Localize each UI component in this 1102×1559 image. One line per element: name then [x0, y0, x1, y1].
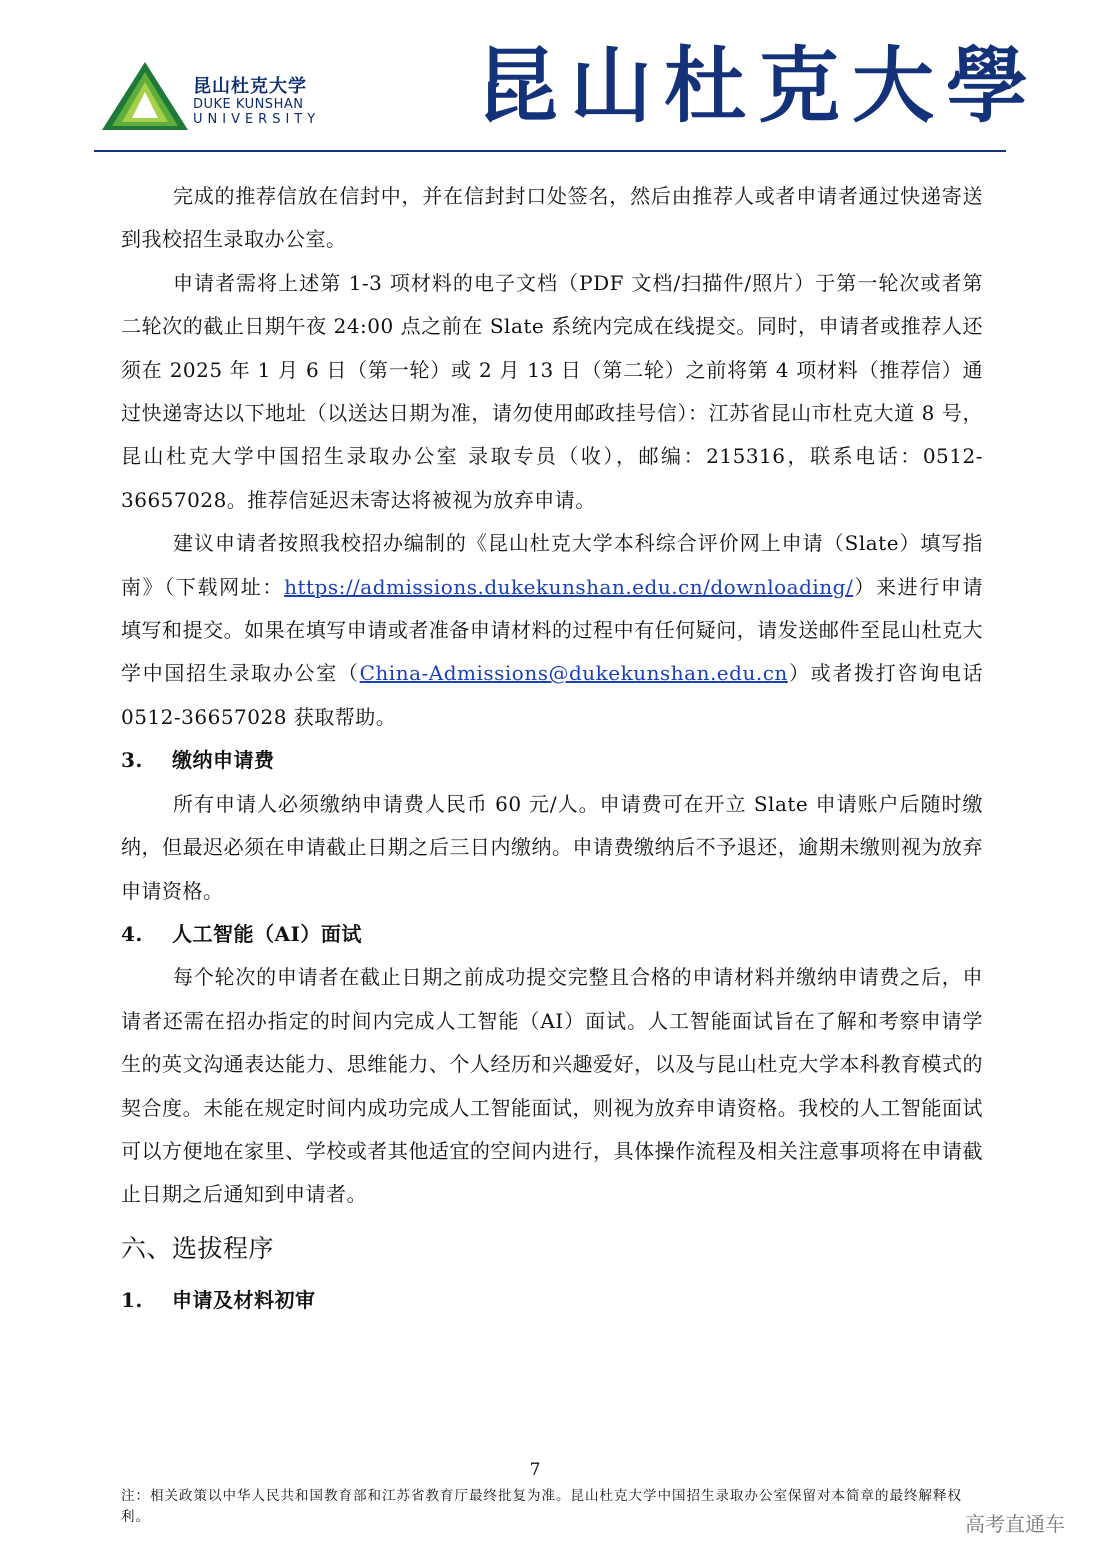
guide-text-before: 建议申请者按照我校招办编制的《昆山杜克大学本科综合评价网上申请（Slate）填写指南》（下载网址：: [121, 531, 983, 599]
item-number: 3.: [121, 748, 143, 773]
paragraph-recommendation-mailing: 完成的推荐信放在信封中，并在信封封口处签名，然后由推荐人或者申请者通过快递寄送到我校招生录取办公室。: [121, 184, 983, 252]
logo-english-name: [193, 97, 320, 127]
item-title: 申请及材料初审: [172, 1287, 316, 1312]
watermark-text: 高考直通车: [965, 1512, 1065, 1536]
paragraph-application-guide: [121, 522, 983, 739]
paragraph-ai-interview: 每个轮次的申请者在截止日期之前成功提交完整且合格的申请材料并缴纳申请费之后，申请者还需在招办指定的时间内完成人工智能（AI）面试。人工智能面试旨在了解和考察申请学生的英文沟通表达能力、思维能力、个人经历和兴趣爱好，以及与昆山杜克大学本科教育模式的契合度。未能在规定时间内成功完成人工智能面试，则视为放弃申请资格。我校的人工智能面试可以方便地在家里、学校或者其他适宜的空间内进行，具体操作流程及相关注意事项将在申请截止日期之后通知到申请者。: [121, 965, 983, 1207]
calligraphy-university-title: 昆山杜克大學: [476, 38, 1041, 134]
dku-mountain-logo-icon: [100, 60, 190, 132]
admissions-email-link[interactable]: China-Admissions@dukekunshan.edu.cn: [359, 661, 788, 686]
section-heading-selection: 六、选拔程序: [121, 1233, 275, 1263]
paragraph-electronic-submission: 申请者需将上述第 1-3 项材料的电子文档（PDF 文档/扫描件/照片）于第一轮次或者第二轮次的截止日期午夜 24:00 点之前在 Slate 系统内完成在线提交。同时，申请者或推荐人还须在 2025 年 1 月 6 日（第一轮）或 2 月 13 日（第二轮）之前将第 4 项材料（推荐信）通过快递寄达以下地址（以送达日期为准，请勿使用邮政挂号信）：江苏省昆山市杜克大道 8 号，昆山杜克大学中国招生录取办公室 录取专员（收），邮编：215316，联系电话：0512-36657028。推荐信延迟未寄达将被视为放弃申请。: [121, 270, 983, 512]
item-heading-application-fee: [121, 739, 983, 782]
item-heading-initial-review: [121, 1279, 983, 1322]
item-number: 1.: [121, 1287, 143, 1312]
logo-english-line2: UNIVERSITY: [193, 112, 321, 127]
item-title: 缴纳申请费: [172, 748, 275, 773]
paragraph-application-fee: 所有申请人必须缴纳申请费人民币 60 元/人。申请费可在开立 Slate 申请账户后随时缴纳，但最迟必须在申请截止日期之后三日内缴纳。申请费缴纳后不予退还，逾期未缴则视为放弃申请资格。: [121, 791, 983, 903]
guide-text-after: ）或者拨打咨询电话 0512-36657028 获取帮助。: [121, 661, 984, 729]
header-divider: [94, 150, 1006, 152]
item-title: 人工智能（AI）面试: [172, 921, 362, 946]
logo-english-line1: DUKE KUNSHAN: [193, 97, 304, 112]
item-heading-ai-interview: [121, 913, 983, 956]
page-header: [0, 0, 1102, 160]
guide-text-middle: ）来进行申请填写和提交。如果在填写申请或者准备申请材料的过程中有任何疑问，请发送邮件至昆山杜克大学中国招生录取办公室（: [121, 574, 983, 686]
footnote: 注：相关政策以中华人民共和国教育部和江苏省教育厅最终批复为准。昆山杜克大学中国招生录取办公室保留对本简章的最终解释权利。: [121, 1488, 962, 1525]
item-number: 4.: [121, 921, 143, 946]
logo-chinese-name: 昆山杜克大学: [193, 76, 307, 97]
download-link[interactable]: https://admissions.dukekunshan.edu.cn/downloading/: [284, 574, 854, 599]
page-number: 7: [529, 1460, 541, 1480]
document-body: [121, 175, 983, 1322]
